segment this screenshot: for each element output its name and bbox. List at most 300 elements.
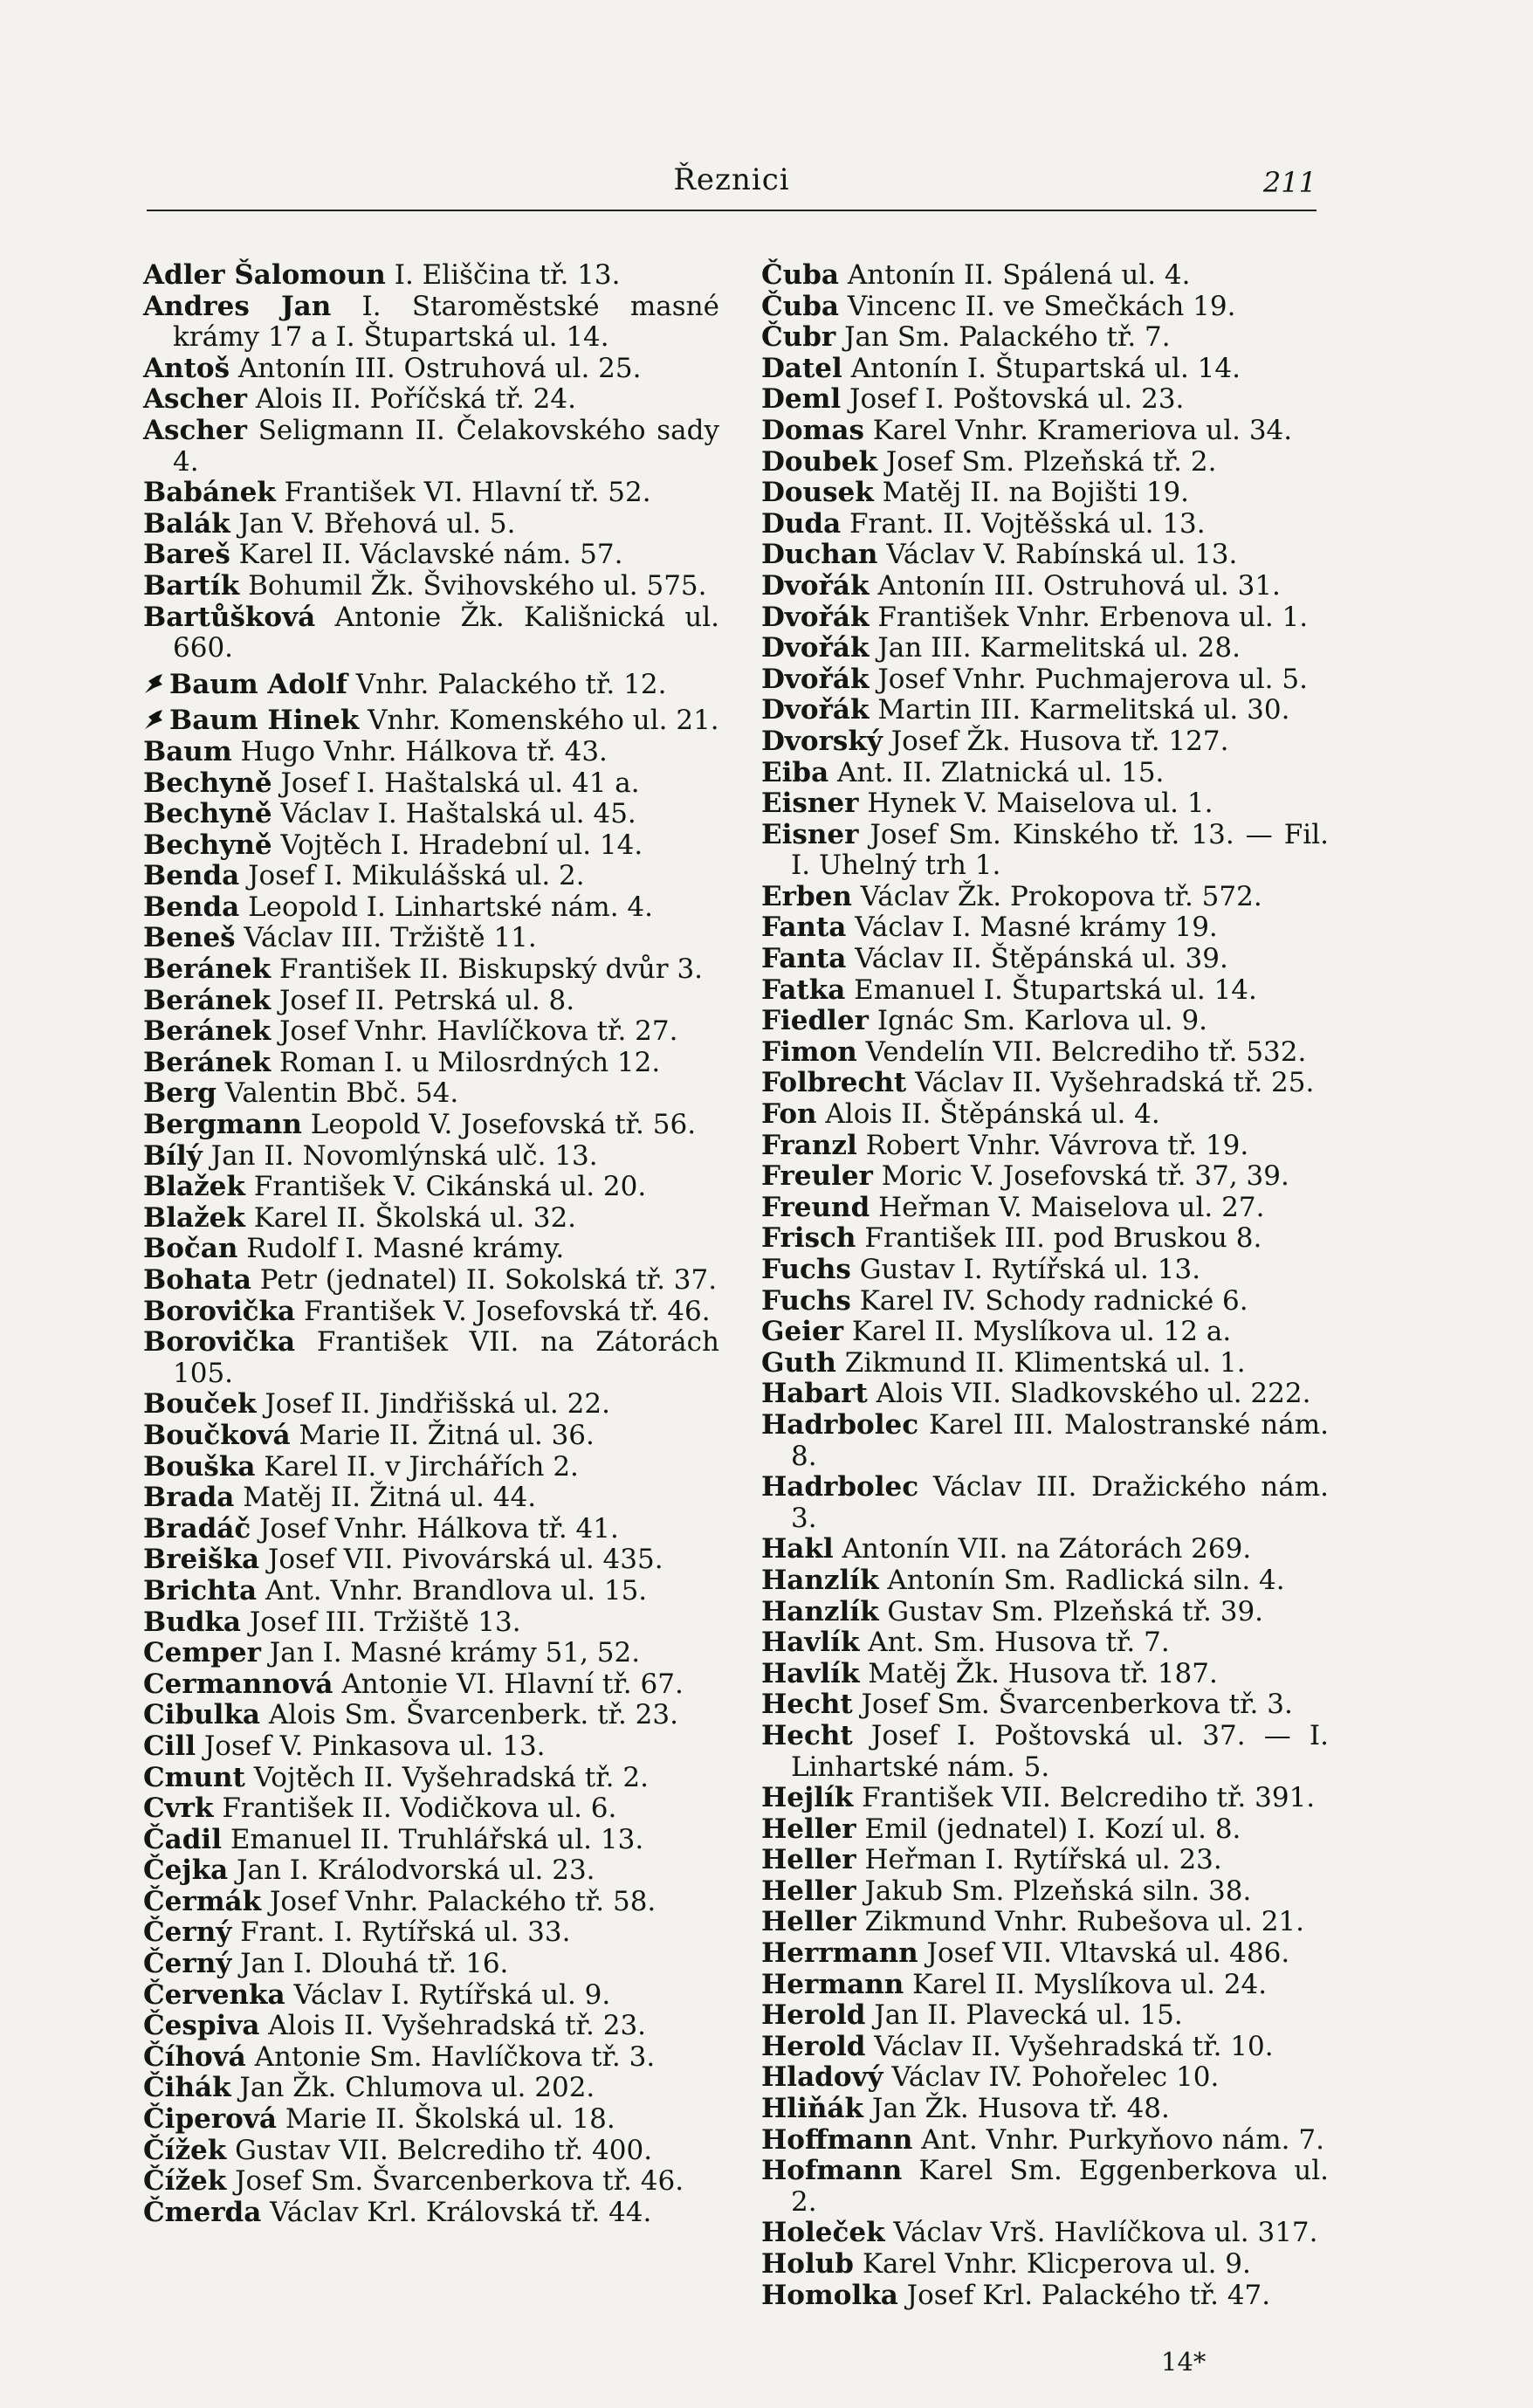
- entry-address: Josef Vnhr. Puchmajerova ul. 5.: [877, 663, 1308, 695]
- directory-entry: [761, 1161, 1329, 1193]
- signature-mark: 14*: [1161, 2347, 1206, 2377]
- directory-entry: [761, 1845, 1329, 1876]
- entry-name: Dvorský: [761, 725, 883, 757]
- entry-name: Blažek: [143, 1171, 245, 1203]
- entry-address: Vincenc II. ve Smečkách 19.: [847, 290, 1236, 322]
- entry-name: Duchan: [761, 539, 878, 571]
- entry-name: Čespiva: [143, 2010, 260, 2042]
- entry-address: Antonín VII. na Zátorách 269.: [842, 1533, 1252, 1565]
- entry-address: Robert Vnhr. Vávrova tř. 19.: [865, 1129, 1249, 1161]
- entry-name: Dvořák: [761, 569, 870, 602]
- entry-name: Cill: [143, 1730, 196, 1762]
- entry-address: Antonín III. Ostruhová ul. 25.: [237, 352, 642, 384]
- entry-address: Emanuel I. Štupartská ul. 14.: [854, 974, 1257, 1006]
- directory-entry: [761, 1099, 1329, 1131]
- entry-address: Vnhr. Palackého tř. 12.: [355, 668, 667, 700]
- entry-address: Václav III. Tržiště 11.: [244, 922, 537, 954]
- entry-address: I. Eliščina tř. 13.: [394, 259, 621, 291]
- entry-name: Heller: [761, 1813, 856, 1845]
- entry-name: Herold: [761, 2030, 866, 2062]
- entry-name: Borovička: [143, 1295, 296, 1327]
- directory-entry: [143, 1576, 719, 1607]
- entry-address: Karel II. Myslíkova ul. 24.: [912, 1968, 1268, 2000]
- directory-entry: [761, 975, 1329, 1007]
- header-rule: [147, 210, 1316, 211]
- directory-entry: [761, 2156, 1329, 2218]
- entry-name: Babánek: [143, 477, 276, 509]
- directory-entry: [143, 1234, 719, 1265]
- directory-entry: [761, 912, 1329, 944]
- entry-address: Vojtěch II. Vyšehradská tř. 2.: [253, 1761, 649, 1793]
- directory-entry: [761, 322, 1329, 354]
- entry-address: Josef I. Poštovská ul. 37. — I. Linhartské nám. 5.: [791, 1719, 1329, 1783]
- entry-address: Zikmund II. Klimentská ul. 1.: [844, 1346, 1246, 1379]
- directory-entry: [143, 1917, 719, 1949]
- directory-entry: [143, 2166, 719, 2198]
- directory-entry: [761, 1597, 1329, 1628]
- directory-entry: [761, 1037, 1329, 1069]
- entry-name: Doubek: [761, 445, 877, 478]
- entry-address: František V. Cikánská ul. 20.: [253, 1171, 647, 1203]
- entry-address: Josef I. Haštalská ul. 41 a.: [280, 767, 640, 799]
- entry-address: Antonín Sm. Radlická siln. 4.: [887, 1564, 1285, 1596]
- entry-name: Domas: [761, 414, 864, 446]
- entry-name: Čermák: [143, 1885, 262, 1917]
- directory-entry: [143, 1700, 719, 1731]
- directory-entry: [143, 602, 719, 664]
- directory-entry: [761, 1659, 1329, 1690]
- directory-entry: [143, 1545, 719, 1576]
- directory-entry: [761, 820, 1329, 882]
- entry-address: Emil (jednatel) I. Kozí ul. 8.: [864, 1813, 1241, 1845]
- directory-entry: [761, 1938, 1329, 1970]
- directory-entry: [761, 1131, 1329, 1162]
- directory-entry: [143, 1048, 719, 1079]
- entry-address: Karel IV. Schody radnické 6.: [859, 1284, 1248, 1317]
- directory-entry: [761, 1814, 1329, 1846]
- entry-name: Fuchs: [761, 1254, 851, 1285]
- entry-name: Andres Jan: [143, 290, 332, 322]
- directory-entry: [143, 954, 719, 986]
- entry-name: Čížek: [143, 2134, 227, 2166]
- entry-address: Alois VII. Sladkovského ul. 222.: [876, 1378, 1311, 1410]
- entry-address: Vendelín VII. Belcrediho tř. 532.: [865, 1035, 1307, 1068]
- entry-address: Antonie VI. Hlavní tř. 67.: [341, 1668, 684, 1700]
- directory-entry: [761, 944, 1329, 975]
- directory-entry: [143, 1887, 719, 1918]
- entry-address: František Vnhr. Erbenova ul. 1.: [877, 601, 1309, 633]
- entry-address: Jan Žk. Husova tř. 48.: [871, 2093, 1170, 2125]
- entry-address: Leopold I. Linhartské nám. 4.: [248, 891, 653, 923]
- entry-name: Eisner: [761, 788, 859, 820]
- entry-name: Fimon: [761, 1035, 857, 1068]
- entry-name: Černý: [143, 1948, 232, 1980]
- entry-address: František II. Biskupský dvůr 3.: [278, 953, 704, 986]
- entry-name: Baum: [143, 735, 232, 767]
- directory-entry: [761, 1068, 1329, 1099]
- entry-name: Duda: [761, 507, 842, 540]
- directory-entry: [143, 861, 719, 892]
- entry-name: Ascher: [143, 414, 247, 446]
- directory-entry: [143, 1110, 719, 1141]
- entry-name: Hejlík: [761, 1782, 854, 1814]
- directory-entry: [143, 1297, 719, 1328]
- directory-entry: [143, 1669, 719, 1701]
- directory-entry: [143, 2042, 719, 2074]
- entry-address: Rudolf I. Masné krámy.: [246, 1233, 565, 1265]
- entry-address: Jan III. Karmelitská ul. 28.: [877, 632, 1241, 664]
- directory-entry: [143, 1203, 719, 1235]
- entry-address: Ant. Vnhr. Purkyňovo nám. 7.: [921, 2123, 1324, 2156]
- entry-name: Čuba: [761, 259, 839, 291]
- entry-address: František V. Josefovská tř. 46.: [303, 1295, 711, 1327]
- pointing-hand-icon: [143, 672, 164, 697]
- pointing-hand-icon: [143, 708, 164, 733]
- entry-name: Budka: [143, 1606, 241, 1638]
- entry-name: Datel: [761, 352, 842, 384]
- entry-name: Bechyně: [143, 829, 272, 861]
- entry-name: Dvořák: [761, 663, 870, 695]
- entry-name: Čihák: [143, 2072, 231, 2104]
- entry-name: Brada: [143, 1482, 235, 1514]
- entry-name: Červenka: [143, 1978, 285, 2011]
- entry-address: Matěj Žk. Husova tř. 187.: [868, 1657, 1218, 1689]
- directory-entry: [761, 2000, 1329, 2032]
- entry-name: Herrmann: [761, 1937, 918, 1970]
- entry-name: Beránek: [143, 1046, 272, 1078]
- entry-address: Jan Sm. Palackého tř. 7.: [844, 321, 1171, 354]
- directory-entry: [761, 758, 1329, 789]
- directory-entry: [761, 2094, 1329, 2125]
- entry-name: Heller: [761, 1875, 856, 1907]
- entry-address: Bohumil Žk. Švihovského ul. 575.: [248, 569, 707, 602]
- entry-name: Heller: [761, 1844, 856, 1876]
- directory-entry: [761, 664, 1329, 696]
- entry-name: Dvořák: [761, 632, 870, 664]
- entry-address: Ant. Sm. Husova tř. 7.: [868, 1627, 1170, 1659]
- entry-name: Bradáč: [143, 1512, 251, 1545]
- directory-entry: [761, 695, 1329, 726]
- entry-address: Václav I. Rytířská ul. 9.: [293, 1978, 611, 2011]
- entry-name: Fiedler: [761, 1005, 870, 1037]
- entry-name: Hadrbolec: [761, 1408, 919, 1441]
- entry-address: Václav Žk. Prokopova tř. 572.: [860, 880, 1262, 912]
- entry-address: Alois II. Vyšehradská tř. 23.: [268, 2010, 647, 2042]
- directory-entry: [143, 384, 719, 416]
- entry-address: Josef I. Mikulášská ul. 2.: [248, 860, 585, 892]
- entry-address: Václav I. Masné krámy 19.: [855, 912, 1218, 944]
- entry-address: Alois II. Štěpánská ul. 4.: [825, 1098, 1160, 1131]
- entry-name: Bechyně: [143, 767, 272, 799]
- entry-name: Brichta: [143, 1574, 258, 1606]
- entry-name: Holeček: [761, 2217, 885, 2249]
- directory-entry: [761, 1317, 1329, 1348]
- entry-name: Černý: [143, 1916, 232, 1949]
- directory-entry: [761, 882, 1329, 913]
- directory-entry: [761, 292, 1329, 323]
- entry-address: Karel II. Václavské nám. 57.: [238, 539, 623, 571]
- entry-name: Blažek: [143, 1201, 245, 1234]
- entry-name: Bočan: [143, 1233, 238, 1265]
- entry-address: Marie II. Školská ul. 18.: [285, 2103, 615, 2136]
- directory-entry: [761, 447, 1329, 478]
- entry-name: Hladový: [761, 2061, 883, 2094]
- entry-name: Bartůšková: [143, 601, 316, 633]
- entry-name: Čmerda: [143, 2196, 262, 2228]
- entry-name: Fanta: [761, 912, 847, 944]
- entry-name: Franzl: [761, 1129, 857, 1161]
- entry-address: I. Staroměstské masné krámy 17 a I. Štupartská ul. 14.: [173, 290, 719, 354]
- directory-entry: [143, 2136, 719, 2167]
- entry-name: Číhová: [143, 2040, 246, 2073]
- entry-name: Fatka: [761, 974, 846, 1006]
- entry-address: Martin III. Karmelitská ul. 30.: [877, 694, 1290, 726]
- entry-address: Petr (jednatel) II. Sokolská tř. 37.: [259, 1264, 718, 1296]
- directory-entry: [143, 1514, 719, 1545]
- entry-address: Jan II. Novomlýnská ulč. 13.: [210, 1139, 598, 1172]
- left-column: [143, 260, 719, 2228]
- directory-entry: [143, 416, 719, 478]
- directory-entry: [761, 1565, 1329, 1597]
- directory-entry: [143, 1855, 719, 1887]
- directory-entry: [761, 509, 1329, 540]
- entry-name: Cmunt: [143, 1761, 245, 1793]
- directory-entry: [143, 2198, 719, 2229]
- entry-address: Václav I. Haštalská ul. 45.: [280, 798, 636, 830]
- entry-name: Hoffmann: [761, 2123, 913, 2156]
- entry-name: Freund: [761, 1191, 870, 1223]
- directory-entry: [761, 1348, 1329, 1379]
- entry-name: Dousek: [761, 477, 874, 509]
- entry-address: Moric V. Josefovská tř. 37, 39.: [881, 1160, 1289, 1193]
- directory-entry: [761, 1223, 1329, 1255]
- entry-name: Holub: [761, 2248, 854, 2280]
- entry-address: Josef Vnhr. Palackého tř. 58.: [269, 1885, 657, 1917]
- entry-address: Josef III. Tržiště 13.: [249, 1606, 521, 1638]
- directory-entry: [761, 260, 1329, 292]
- directory-entry: [143, 1389, 719, 1421]
- directory-entry: [143, 2073, 719, 2104]
- entry-address: Karel II. v Jirchářích 2.: [264, 1450, 579, 1483]
- directory-entry: [761, 2032, 1329, 2063]
- entry-name: Habart: [761, 1378, 868, 1410]
- entry-address: Josef Sm. Kinského tř. 13. — Fil. I. Uhelný trh 1.: [791, 818, 1329, 882]
- entry-name: Ascher: [143, 383, 247, 416]
- directory-entry: [143, 1483, 719, 1514]
- entry-name: Cvrk: [143, 1792, 214, 1825]
- directory-entry: [143, 1731, 719, 1763]
- directory-entry: [761, 1006, 1329, 1037]
- entry-name: Čiperová: [143, 2103, 277, 2136]
- entry-address: František II. Vodičkova ul. 6.: [222, 1792, 617, 1825]
- entry-address: Karel II. Školská ul. 32.: [253, 1201, 577, 1234]
- entry-address: Alois II. Poříčská tř. 24.: [255, 383, 576, 416]
- directory-entry: [143, 292, 719, 354]
- directory-entry: [143, 705, 719, 737]
- entry-address: Jan I. Dlouhá tř. 16.: [240, 1948, 509, 1980]
- entry-address: Josef II. Jindřišská ul. 22.: [265, 1388, 610, 1421]
- directory-entry: [143, 1949, 719, 1980]
- entry-name: Baum Hinek: [169, 705, 360, 737]
- entry-address: Ignác Sm. Karlova ul. 9.: [876, 1005, 1208, 1037]
- directory-entry: [761, 540, 1329, 571]
- entry-address: Václav II. Vyšehradská tř. 10.: [874, 2030, 1274, 2062]
- entry-name: Benda: [143, 860, 240, 892]
- entry-address: Vojtěch I. Hradební ul. 14.: [280, 829, 643, 861]
- entry-name: Čuba: [761, 290, 839, 322]
- entry-address: Josef VII. Pivovárská ul. 435.: [267, 1544, 663, 1576]
- entry-address: Ant. II. Zlatnická ul. 15.: [837, 756, 1165, 788]
- entry-name: Eiba: [761, 756, 829, 788]
- entry-name: Bouček: [143, 1388, 257, 1421]
- directory-entry: [143, 670, 719, 701]
- entry-address: Karel II. Myslíkova ul. 12 a.: [851, 1316, 1232, 1348]
- entry-name: Homolka: [761, 2279, 898, 2311]
- directory-entry: [761, 1783, 1329, 1814]
- entry-address: Josef Žk. Husova tř. 127.: [890, 725, 1229, 757]
- entry-name: Frisch: [761, 1222, 856, 1255]
- entry-address: Leopold V. Josefovská tř. 56.: [310, 1109, 697, 1141]
- entry-name: Freuler: [761, 1160, 873, 1193]
- page-title: Řeznici: [673, 162, 790, 197]
- entry-address: Matěj II. Žitná ul. 44.: [243, 1482, 537, 1514]
- entry-address: Roman I. u Milosrdných 12.: [278, 1046, 661, 1078]
- entry-name: Beneš: [143, 922, 236, 954]
- entry-address: Alois Sm. Švarcenberk. tř. 23.: [268, 1699, 678, 1731]
- entry-name: Beránek: [143, 984, 272, 1016]
- directory-entry: [761, 384, 1329, 416]
- entry-name: Balák: [143, 507, 230, 540]
- entry-address: Václav Vrš. Havlíčkova ul. 317.: [893, 2217, 1318, 2249]
- directory-entry: [143, 2011, 719, 2042]
- entry-name: Havlík: [761, 1657, 860, 1689]
- entry-address: Karel Sm. Eggenberkova ul. 2.: [791, 2155, 1329, 2218]
- directory-entry: [143, 892, 719, 924]
- directory-entry: [761, 1379, 1329, 1410]
- directory-entry: [761, 602, 1329, 634]
- directory-entry: [143, 1078, 719, 1110]
- entry-name: Berg: [143, 1077, 217, 1110]
- entry-address: Gustav Sm. Plzeňská tř. 39.: [887, 1595, 1264, 1627]
- entry-address: Gustav VII. Belcrediho tř. 400.: [235, 2134, 653, 2166]
- entry-address: Josef Sm. Plzeňská tř. 2.: [885, 445, 1217, 478]
- entry-address: František VI. Hlavní tř. 52.: [284, 477, 651, 509]
- entry-address: Václav II. Štěpánská ul. 39.: [855, 943, 1228, 975]
- entry-address: Frant. II. Vojtěšská ul. 13.: [849, 507, 1206, 540]
- entry-name: Adler Šalomoun: [143, 259, 386, 291]
- directory-entry: [143, 1452, 719, 1483]
- entry-name: Hecht: [761, 1719, 853, 1751]
- page-number: 211: [1262, 166, 1316, 199]
- directory-entry: [143, 1793, 719, 1825]
- entry-name: Cermannová: [143, 1668, 333, 1700]
- entry-name: Beránek: [143, 953, 272, 986]
- entry-name: Čadil: [143, 1823, 222, 1855]
- entry-name: Herold: [761, 1999, 866, 2032]
- directory-entry: [761, 633, 1329, 664]
- directory-entry: [761, 2281, 1329, 2312]
- directory-entry: [143, 509, 719, 540]
- entry-address: Valentin Bbč. 54.: [224, 1077, 459, 1110]
- entry-address: Jakub Sm. Plzeňská siln. 38.: [864, 1875, 1252, 1907]
- directory-entry: [143, 1980, 719, 2012]
- right-column: [761, 260, 1329, 2311]
- directory-entry: [143, 1016, 719, 1048]
- entry-name: Fon: [761, 1098, 817, 1131]
- entry-address: Hynek V. Maiselova ul. 1.: [867, 788, 1213, 820]
- directory-entry: [143, 830, 719, 862]
- entry-name: Bartík: [143, 569, 240, 602]
- directory-entry: [143, 478, 719, 509]
- entry-address: Antonín III. Ostruhová ul. 31.: [877, 569, 1281, 602]
- entry-name: Hanzlík: [761, 1564, 879, 1596]
- entry-address: Jan II. Plavecká ul. 15.: [874, 1999, 1183, 2032]
- entry-name: Borovička: [143, 1326, 296, 1359]
- entry-address: Václav III. Dražického nám. 3.: [791, 1471, 1330, 1534]
- entry-address: Vnhr. Komenského ul. 21.: [368, 705, 719, 737]
- entry-name: Cibulka: [143, 1699, 261, 1731]
- directory-entry: [761, 1193, 1329, 1224]
- entry-address: Josef Sm. Švarcenberkova tř. 46.: [235, 2165, 684, 2198]
- directory-entry: [143, 1265, 719, 1297]
- entry-address: Matěj II. na Bojišti 19.: [882, 477, 1190, 509]
- entry-address: Václav V. Rabínská ul. 13.: [886, 539, 1238, 571]
- entry-address: Antonín II. Spálená ul. 4.: [847, 259, 1191, 291]
- directory-entry: [761, 1627, 1329, 1659]
- entry-name: Geier: [761, 1316, 844, 1348]
- entry-name: Hakl: [761, 1533, 834, 1565]
- entry-name: Fuchs: [761, 1284, 851, 1317]
- entry-name: Boučková: [143, 1419, 291, 1451]
- entry-address: Josef Vnhr. Hálkova tř. 41.: [259, 1512, 619, 1545]
- directory-entry: [143, 1607, 719, 1639]
- entry-name: Bechyně: [143, 798, 272, 830]
- directory-entry: [143, 1141, 719, 1173]
- entry-address: Václav II. Vyšehradská tř. 25.: [915, 1067, 1315, 1099]
- entry-address: Heřman V. Maiselova ul. 27.: [878, 1191, 1265, 1223]
- entry-name: Čubr: [761, 321, 836, 354]
- entry-address: Jan I. Králodvorská ul. 23.: [237, 1854, 595, 1887]
- entry-address: Václav Krl. Královská tř. 44.: [270, 2196, 652, 2228]
- directory-entry: [761, 1255, 1329, 1286]
- directory-entry: [143, 1172, 719, 1203]
- directory-entry: [761, 2218, 1329, 2249]
- entry-name: Bohata: [143, 1264, 251, 1296]
- entry-name: Cemper: [143, 1637, 261, 1669]
- directory-entry: [143, 571, 719, 602]
- entry-address: Václav IV. Pohořelec 10.: [891, 2061, 1220, 2094]
- entry-address: Josef VII. Vltavská ul. 486.: [926, 1937, 1290, 1970]
- directory-entry: [143, 768, 719, 800]
- directory-entry: [143, 799, 719, 830]
- directory-entry: [761, 1970, 1329, 2001]
- entry-address: Jan Žk. Chlumova ul. 202.: [239, 2072, 595, 2104]
- entry-name: Folbrecht: [761, 1067, 907, 1099]
- entry-address: Antonín I. Štupartská ul. 14.: [850, 352, 1241, 384]
- entry-name: Hofmann: [761, 2155, 903, 2187]
- entry-name: Beránek: [143, 1015, 272, 1048]
- entry-name: Baum Adolf: [169, 668, 347, 700]
- entry-address: František VII. na Zátorách 105.: [173, 1326, 719, 1389]
- entry-address: Jan V. Břehová ul. 5.: [238, 507, 516, 540]
- directory-entry: [143, 1638, 719, 1669]
- directory-entry: [761, 1721, 1329, 1783]
- directory-entry: [761, 1286, 1329, 1318]
- entry-name: Bouška: [143, 1450, 256, 1483]
- entry-address: Antonie Sm. Havlíčkova tř. 3.: [254, 2040, 656, 2073]
- entry-address: Josef Krl. Palackého tř. 47.: [906, 2279, 1271, 2311]
- entry-address: Marie II. Žitná ul. 36.: [299, 1419, 595, 1451]
